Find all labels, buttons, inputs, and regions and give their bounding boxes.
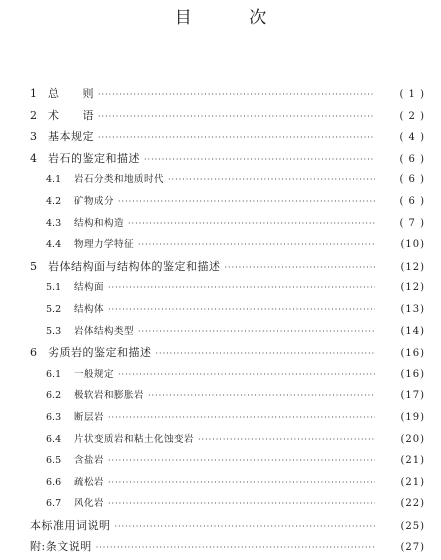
subsection-number: 6.3 [46, 411, 62, 423]
toc-entry-appendix[interactable] [30, 515, 425, 537]
section-number: 2 [30, 108, 37, 122]
dot-leader [144, 149, 375, 171]
subsection-number: 6.6 [46, 476, 62, 488]
page-number: (20) [400, 433, 425, 445]
page-number: (21) [400, 455, 425, 467]
page-number: (14) [400, 325, 425, 337]
dot-leader [138, 321, 375, 343]
page-number: (19) [400, 411, 425, 423]
page-number: ( 6 ) [399, 195, 425, 207]
dot-leader [128, 213, 375, 235]
subsection-number: 6.5 [46, 455, 62, 467]
section-title: 基本规定 [48, 130, 94, 144]
toc-subentry[interactable] [30, 321, 425, 343]
subsection-number: 4.2 [46, 195, 62, 207]
toc-subentry[interactable] [30, 299, 425, 321]
toc-entry[interactable] [30, 256, 425, 278]
section-title: 岩石的鉴定和描述 [48, 151, 140, 165]
dot-leader [108, 472, 375, 494]
subsection-number: 4.1 [46, 174, 62, 186]
dot-leader [118, 191, 375, 213]
page-number: (16) [400, 348, 425, 360]
subsection-number: 5.3 [46, 325, 62, 337]
subsection-title: 风化岩 [74, 498, 105, 510]
subsection-number: 6.4 [46, 433, 62, 445]
page-number: (10) [400, 239, 425, 251]
dot-leader [138, 234, 375, 256]
toc-subentry[interactable] [30, 493, 425, 515]
subsection-number: 4.4 [46, 239, 62, 251]
toc-entry-appendix[interactable] [30, 536, 425, 558]
dot-leader [98, 84, 375, 106]
toc-subentry[interactable] [30, 472, 425, 494]
page-number: ( 1 ) [399, 89, 425, 100]
page-number: ( 7 ) [399, 217, 425, 229]
dot-leader [115, 516, 376, 538]
page-number: ( 2 ) [399, 110, 425, 122]
subsection-title: 岩石分类和地质时代 [74, 174, 165, 186]
dot-leader [108, 407, 375, 429]
toc-entry[interactable] [30, 342, 425, 364]
subsection-number: 4.3 [46, 217, 62, 229]
subsection-title: 结构面 [74, 282, 105, 294]
dot-leader [198, 429, 375, 451]
toc-subentry[interactable] [30, 385, 425, 407]
subsection-title: 结构和构造 [74, 217, 125, 229]
toc-subentry[interactable] [30, 429, 425, 451]
section-title: 岩体结构面与结构体的鉴定和描述 [48, 259, 221, 273]
section-number: 5 [30, 259, 37, 273]
section-title: 本标准用词说明 [30, 518, 111, 532]
subsection-title: 断层岩 [74, 411, 105, 423]
section-title: 总 则 [48, 87, 94, 100]
page-number: ( 6 ) [399, 174, 425, 186]
page-number: (25) [400, 520, 425, 532]
subsection-number: 6.1 [46, 368, 62, 380]
toc-subentry[interactable] [30, 234, 425, 256]
subsection-number: 6.7 [46, 498, 62, 510]
dot-leader [108, 493, 375, 515]
section-title: 术 语 [48, 108, 94, 122]
page-number: (22) [400, 498, 425, 510]
subsection-title: 物理力学特征 [74, 239, 135, 251]
toc-subentry[interactable] [30, 407, 425, 429]
toc-subentry[interactable] [30, 169, 425, 191]
dot-leader [108, 299, 375, 321]
dot-leader [98, 127, 375, 149]
dot-leader [98, 106, 375, 128]
section-number: 4 [30, 151, 37, 165]
table-of-contents [30, 83, 425, 558]
dot-leader [108, 277, 375, 299]
page-title: 目 次 [174, 8, 293, 28]
toc-entry[interactable] [30, 126, 425, 148]
dot-leader [225, 257, 376, 279]
toc-entry[interactable] [30, 83, 425, 105]
subsection-title: 一般规定 [74, 368, 115, 380]
subsection-title: 片状变质岩和粘土化蚀变岩 [74, 433, 195, 445]
page-number: (12) [400, 261, 425, 273]
section-number: 6 [30, 346, 37, 360]
subsection-title: 岩体结构类型 [74, 325, 135, 337]
toc-subentry[interactable] [30, 277, 425, 299]
dot-leader [108, 450, 375, 472]
subsection-number: 5.1 [46, 282, 62, 294]
subsection-title: 结构体 [74, 303, 105, 315]
subsection-title: 疏松岩 [74, 476, 105, 488]
subsection-number: 6.2 [46, 390, 62, 402]
page-number: (21) [400, 476, 425, 488]
page-number: ( 4 ) [399, 132, 425, 144]
toc-subentry[interactable] [30, 450, 425, 472]
subsection-title: 极软岩和膨胀岩 [74, 390, 145, 402]
section-title: 劣质岩的鉴定和描述 [48, 346, 152, 360]
section-number: 3 [30, 130, 37, 144]
subsection-number: 5.2 [46, 303, 62, 315]
dot-leader [118, 364, 375, 386]
toc-subentry[interactable] [30, 191, 425, 213]
page-number: (16) [400, 368, 425, 380]
page-number: ( 6 ) [399, 153, 425, 165]
section-number: 1 [30, 87, 37, 100]
toc-subentry[interactable] [30, 364, 425, 386]
dot-leader [148, 385, 375, 407]
page-number: (27) [400, 542, 425, 554]
toc-subentry[interactable] [30, 213, 425, 235]
subsection-title: 含盐岩 [74, 455, 105, 467]
toc-entry[interactable] [30, 105, 425, 127]
page-number: (17) [400, 390, 425, 402]
dot-leader [168, 169, 375, 191]
section-title: 附:条文说明 [30, 540, 92, 554]
page-number: (13) [400, 303, 425, 315]
dot-leader [96, 537, 375, 559]
page-number: (12) [400, 282, 425, 294]
subsection-title: 矿物成分 [74, 195, 115, 207]
dot-leader [156, 343, 376, 365]
toc-entry[interactable] [30, 148, 425, 170]
